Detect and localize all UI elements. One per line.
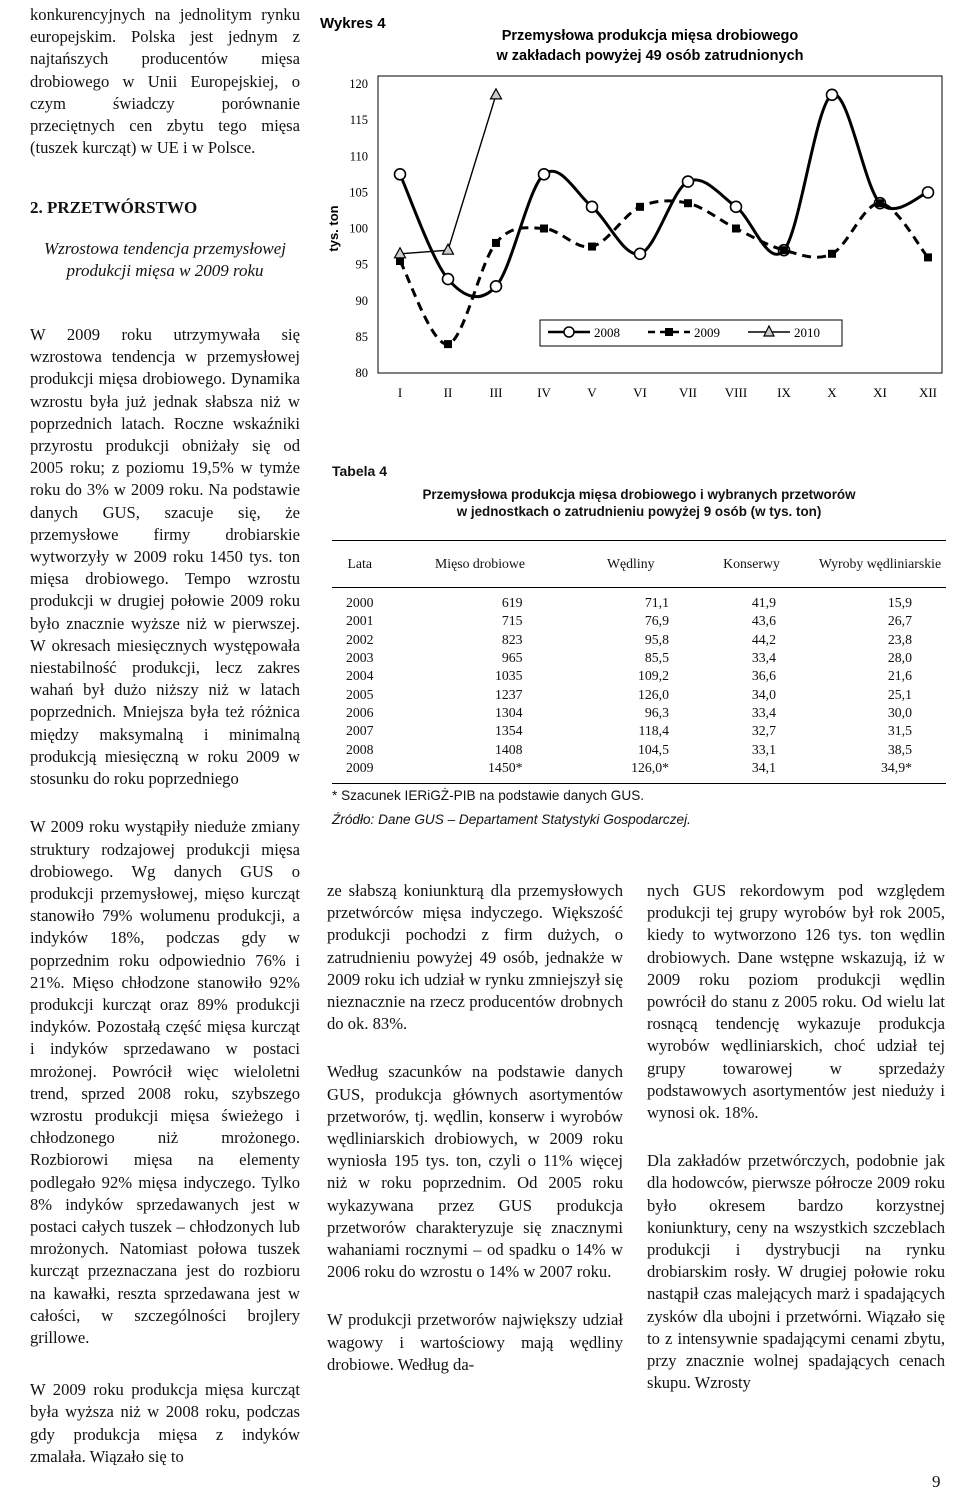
series-line-2010 [400, 95, 496, 254]
table-cell: 21,6 [887, 668, 912, 684]
table-cell: 30,0 [887, 704, 912, 720]
data-point-2009 [492, 239, 500, 247]
y-tick-label: 80 [355, 366, 368, 380]
legend-label: 2008 [594, 325, 620, 340]
table-cell: 34,0 [751, 686, 776, 702]
x-tick-label: III [489, 385, 503, 400]
table-source: Źródło: Dane GUS – Departament Statystyki Gospodarczej. [332, 812, 691, 827]
table-cell: 2004 [345, 668, 374, 684]
paragraph: W 2009 roku utrzymywała się wzrostowa tendencja w przemysłowej produkcji mięsa drobiowego. Dynamika wzrostu była już jednak słabsza niż w poprzednich latach. Roczne wskaźniki przyrostu produkcji obniżały się od 2005 roku; z poziomu 19,5% w tymże roku do 3% w 2009 roku. Na podstawie danych GUS, szacuje się, że przemysłowe firmy drobiarskie wytworzyły w 2009 roku 1450 tys. ton mięsa drobiowego. Tempo wzrostu produkcji w drugiej połowie 2009 roku było znacznie wyższe niż w pierwszej. W okresach miesięcznych występowała niestabilność produkcji, lecz zakres wahań był dużo niższy niż w latach poprzednich. Mniejsza była też różnica między maksymalną i minimalną produkcją miesięczną w roku 2009 w stosunku do roku poprzedniego [30, 325, 300, 789]
data-point-2008 [539, 169, 550, 180]
paragraph: W 2009 roku wystąpiły nieduże zmiany struktury rodzajowej produkcji mięsa drobiowego. Wg danych GUS o produkcji przemysłowej, mięso kurcząt stanowiło 79% wolumenu produkcji, a indyków 18%, podczas gdy w poprzednim roku odpowiednio 76% i 21%. Mięso chłodzone stanowiło 92% produkcji kurcząt oraz 89% produkcji indyków. Pozostałą część mięsa kurcząt i indyków sprzedawano w postaci mrożonej. Powrócił więc wieloletni trend, sprzed 2008 roku, szybszego wzrostu produkcji mięsa świeżego i chłodzonego niż mrożonego. Rozbiorowi mięsa na elementy podlegało 92% mięsa indyczego. Tylko 8% indyków sprzedawanych jest w postaci całych tuszek – chłodzonych lub mrożonych. Natomiast połowa tuszek kurcząt przeznaczana jest do rozbioru na kawałki, reszta sprzedawana jest w całości, w szczególności brojlery grillowe. [30, 817, 300, 1347]
x-tick-label: IX [777, 385, 791, 400]
legend-marker-2008 [564, 327, 574, 337]
table-cell: 33,4 [751, 704, 776, 720]
table-row [332, 685, 946, 703]
table-cell: 15,9 [887, 595, 912, 611]
legend-marker-2009 [665, 328, 673, 336]
table-cell: 25,1 [887, 686, 912, 702]
paragraph: W produkcji przetworów największy udział wagowy i wartościowy mają wędliny drobiowe. Według da- [327, 1310, 623, 1374]
data-point-2009 [924, 253, 932, 261]
paragraph: W 2009 roku produkcja mięsa kurcząt była wyższa niż w 2008 roku, podczas gdy produkcja mięsa z indyków zmalała. Wiązało się to [30, 1380, 300, 1466]
table-cell: 2000 [345, 595, 374, 611]
table-cell: 965 [501, 650, 523, 666]
table-cell: 2003 [345, 650, 374, 666]
x-tick-label: I [397, 385, 403, 400]
table-cell: 38,5 [887, 741, 912, 757]
chart-title: Przemysłowa produkcja mięsa drobiowego [501, 28, 799, 44]
table-row [332, 631, 946, 649]
table-cell: 1237 [494, 686, 523, 702]
x-tick-label: XII [918, 385, 938, 400]
page-number: 9 [932, 1472, 941, 1491]
table-row [332, 759, 946, 784]
x-tick-label: XI [873, 385, 887, 400]
table-cell: 118,4 [638, 723, 670, 739]
data-point-2009 [444, 340, 452, 348]
table-cell: 96,3 [644, 704, 670, 720]
x-tick-label: IV [537, 385, 551, 400]
x-tick-label: X [827, 385, 837, 400]
y-axis-label: tys. ton [326, 205, 341, 252]
section-heading: 2. PRZETWÓRSTWO [30, 198, 198, 218]
table-cell: 715 [501, 613, 523, 629]
table-cell: 2001 [345, 613, 374, 629]
table-cell: 2002 [345, 631, 374, 647]
table-cell: 1408 [494, 741, 523, 757]
table-cell: 1304 [494, 704, 523, 720]
table-cell: 32,7 [751, 723, 776, 739]
paragraph: Według szacunków na podstawie danych GUS, produkcja głównych asortymentów przetworów, tj. wędlin, konserw i wyrobów wędliniarskich drobiowych, w 2009 roku wyniosła 195 tys. ton, czyli o 11% więcej niż w roku poprzednim. Od 2005 roku wykazywana przez GUS produkcja przetworów charakteryzuje się znacznymi wahaniami rocznymi – od spadku o 14% w 2006 roku do wzrostu o 14% w 2007 roku. [327, 1062, 623, 1282]
x-tick-label: VI [633, 385, 647, 400]
table-caption [332, 486, 946, 520]
table-row [332, 649, 946, 667]
table-cell: 26,7 [887, 613, 912, 629]
table-cell: 2005 [345, 686, 374, 702]
table-header-cell: Mięso drobiowe [387, 541, 572, 588]
table-cell: 34,9* [814, 759, 946, 784]
table-body [332, 588, 946, 784]
data-point-2008 [923, 187, 934, 198]
y-tick-label: 95 [355, 257, 368, 272]
data-point-2008 [635, 248, 646, 259]
data-point-2010 [395, 248, 406, 258]
y-tick-label: 120 [349, 77, 368, 91]
paragraph: Dla zakładów przetwórczych, podobnie jak dla hodowców, pierwsze półrocze 2009 roku było okresem bardzo korzystnej koniunktury, ceny na wszystkich szczeblach produkcji i dystrybucji na rynku drobiarskim rosły. W drugiej połowie roku nastąpił czas malejących marż i spadających zysków dla ubojni i przetwórni. Wiązało się to z intensywnie spadającymi cenami zbytu, przy znacznie wolnej spadających cenach skupu. Wzrosty [647, 1151, 945, 1393]
table-cell: 619 [501, 595, 523, 611]
table-cell: 41,9 [751, 595, 776, 611]
table-cell: 34,1 [689, 759, 814, 784]
x-tick-label: II [443, 385, 453, 400]
table-cell: 33,4 [751, 650, 776, 666]
data-point-2008 [443, 274, 454, 285]
data-point-2008 [587, 201, 598, 212]
table-row [332, 722, 946, 740]
data-point-2010 [491, 89, 502, 99]
table-cell: 104,5 [637, 741, 670, 757]
table-row [332, 704, 946, 722]
table-cell: 1354 [494, 723, 523, 739]
middle-column [327, 880, 623, 1376]
y-tick-label: 100 [349, 221, 368, 236]
x-tick-label: V [587, 385, 597, 400]
table-cell: 76,9 [644, 613, 670, 629]
data-point-2009 [876, 199, 884, 207]
data-point-2008 [683, 176, 694, 187]
right-column [647, 880, 945, 1394]
data-point-2009 [540, 225, 548, 233]
table-cell: 1035 [494, 668, 523, 684]
table-row [332, 588, 946, 613]
production-chart [318, 6, 946, 406]
data-point-2009 [828, 250, 836, 258]
table-cell: 28,0 [887, 650, 912, 666]
table-row [332, 740, 946, 758]
table-cell: 126,0 [637, 686, 670, 702]
table-header-cell: Wyroby wędliniarskie [814, 541, 946, 588]
y-tick-label: 85 [355, 329, 368, 344]
table-cell: 43,6 [751, 613, 776, 629]
chart-title: w zakładach powyżej 49 osób zatrudnionych [496, 48, 804, 64]
data-point-2009 [636, 203, 644, 211]
table-cell: 1450* [387, 759, 572, 784]
table-row [332, 612, 946, 630]
y-tick-label: 110 [349, 149, 368, 164]
y-tick-label: 105 [349, 185, 368, 200]
table-caption-line: w jednostkach o zatrudnieniu powyżej 9 osób (w tys. ton) [456, 504, 822, 519]
table-cell: 31,5 [887, 723, 912, 739]
table-caption-line: Przemysłowa produkcja mięsa drobiowego i wybranych przetworów [422, 487, 856, 502]
table-cell: 2009 [332, 759, 387, 784]
table-header-cell: Wędliny [573, 541, 690, 588]
table-header-row [332, 541, 946, 588]
table-cell: 126,0* [573, 759, 690, 784]
table-cell: 85,5 [644, 650, 670, 666]
table-cell: 33,1 [751, 741, 776, 757]
series-line-2008 [400, 94, 928, 296]
y-tick-label: 90 [355, 293, 368, 308]
intro-paragraph: konkurencyjnych na jednolitym rynku europejskim. Polska jest jednym z najtańszych producentów mięsa drobiowego w Unii Europejskiej, o czym świadczy porównanie przeciętnych cen zbytu tego mięsa (tuszek kurcząt) w UE i w Polsce. [30, 5, 300, 158]
x-tick-label: VII [678, 385, 698, 400]
table-cell: 2006 [345, 704, 374, 720]
table-cell: 95,8 [644, 631, 670, 647]
table-label: Tabela 4 [332, 463, 387, 479]
data-point-2008 [491, 281, 502, 292]
paragraph: nych GUS rekordowym pod względem produkcji tej grupy wyrobów był rok 2005, kiedy to wytworzono 126 tys. ton wędlin drobiowych. Dane wstępne wskazują, iż w 2009 roku poziom produkcji wędlin powrócił do stanu z 2005 roku. Od wielu lat rosnącą tendencję wykazuje produkcja wyrobów wędliniarskich, choć udział tej grupy towarowej w sprzedaży podstawowych asortymentów jest nieduży i wynosi ok. 18%. [647, 881, 945, 1123]
subheading: Wzrostowa tendencja przemysłowej produkcji mięsa w 2009 roku [43, 238, 287, 280]
table-cell: 36,6 [751, 668, 776, 684]
data-point-2008 [731, 201, 742, 212]
data-point-2009 [588, 243, 596, 251]
data-point-2010 [443, 244, 454, 254]
table-header-cell: Lata [332, 541, 387, 588]
table-cell: 23,8 [887, 631, 912, 647]
y-tick-label: 115 [349, 113, 368, 128]
legend-label: 2010 [794, 325, 820, 340]
table-cell: 71,1 [644, 595, 670, 611]
table-row [332, 667, 946, 685]
table-header-cell: Konserwy [689, 541, 814, 588]
left-column [30, 4, 300, 1468]
table-cell: 109,2 [637, 668, 670, 684]
data-point-2008 [827, 89, 838, 100]
table-cell: 2007 [345, 723, 374, 739]
data-point-2009 [732, 225, 740, 233]
legend-label: 2009 [694, 325, 720, 340]
table-cell: 823 [501, 631, 523, 647]
table-cell: 44,2 [751, 631, 776, 647]
chart-figure-label: Wykres 4 [320, 15, 386, 32]
production-table [332, 540, 946, 784]
data-point-2008 [395, 169, 406, 180]
paragraph: ze słabszą koniunkturą dla przemysłowych przetwórców mięsa indyczego. Większość produkcji pochodzi z firm dużych, o zatrudnieniu powyżej 49 osób, jednakże w 2009 roku ich udział w rynku zmniejszył się nieznacznie na rzecz producentów drobnych do ok. 83%. [327, 881, 623, 1034]
data-point-2009 [684, 199, 692, 207]
table-footnote: * Szacunek IERiGŻ-PIB na podstawie danych GUS. [332, 788, 645, 803]
data-point-2009 [780, 246, 788, 254]
x-tick-label: VIII [724, 385, 748, 400]
table-cell: 2008 [345, 741, 374, 757]
